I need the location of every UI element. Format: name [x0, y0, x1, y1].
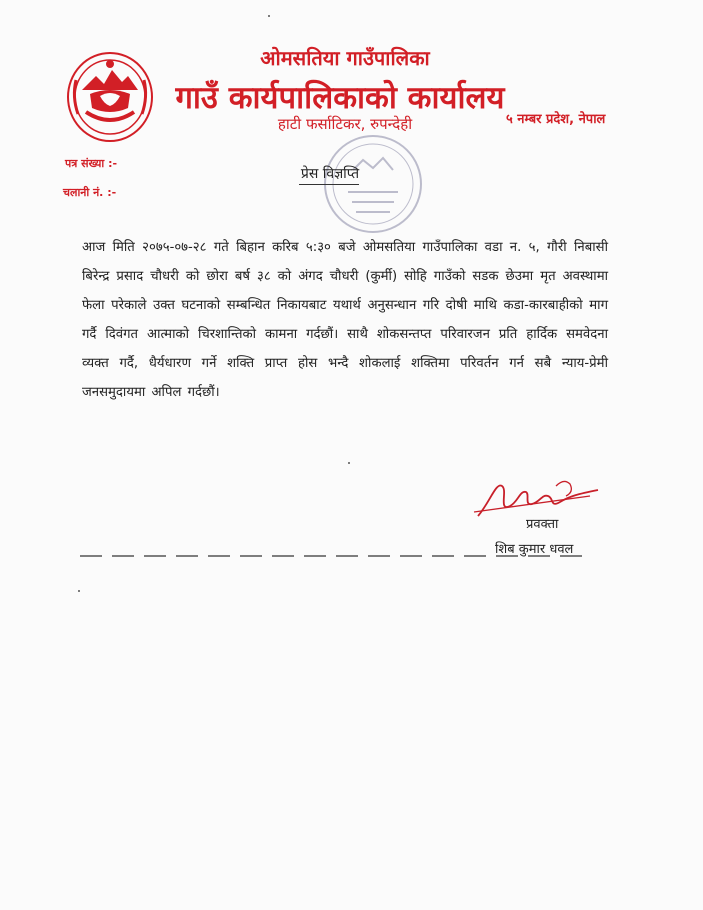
title-underline	[299, 184, 359, 185]
province-label: ५ नम्बर प्रदेश, नेपाल	[506, 112, 606, 127]
signatory-name: शिब कुमार धवल	[495, 542, 574, 557]
office-name: गाउँ कार्यपालिकाको कार्यालय	[175, 80, 505, 116]
municipality-name: ओमसतिया गाउँपालिका	[260, 46, 430, 70]
scan-speck	[348, 462, 350, 464]
letter-number-label: पत्र संख्या :-	[65, 157, 118, 170]
footer-dashed-rule	[80, 553, 590, 559]
dispatch-number-label: चलानी नं. :-	[63, 186, 117, 199]
signatory-role: प्रवक्ता	[526, 517, 559, 532]
nepal-emblem-seal	[66, 50, 154, 144]
office-address: हाटी फर्साटिकर, रुपन्देही	[277, 115, 413, 133]
scan-speck	[268, 15, 270, 17]
press-release-body: आज मिति २०७५-०७-२८ गते बिहान करिब ५:३० बजे ओमसतिया गाउँपालिका वडा न. ५, गौरी निबासी बिरेन्द्र प्रसाद चौधरी को छोरा बर्ष ३८ को अंगद चौधरी (कुर्मी) सोहि गाउँको सडक छेउमा मृत अवस्थामा फेला परेकाले उक्त घटनाको सम्बन्धित निकायबाट यथार्थ अनुसन्धान गरि दोषी माथि कडा-कारबाहीको माग गर्दै दिवंगत आत्माको चिरशान्तिको कामना गर्दछौं। साथै शोकसन्तप्त परिवारजन प्रति हार्दिक समवेदना व्यक्त गर्दै, धैर्यधारण गर्ने शक्ति प्राप्त होस भन्दै शोकलाई शक्तिमा परिवर्तन गर्न सबै न्याय-प्रेमी जनसमुदायमा अपिल गर्दछौं।	[82, 240, 608, 400]
scan-speck	[78, 590, 80, 592]
document-title: प्रेस विज्ञप्ति	[300, 166, 360, 182]
